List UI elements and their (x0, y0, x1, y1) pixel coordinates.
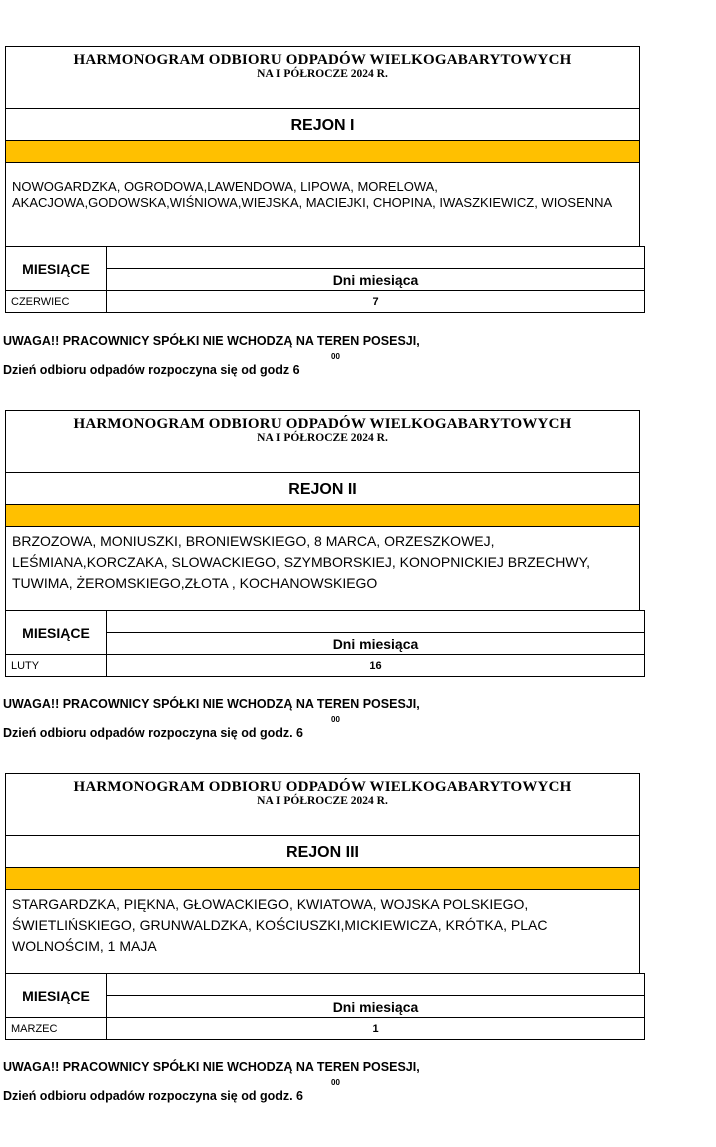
notice-text: UWAGA!! PRACOWNICY SPÓŁKI NIE WCHODZĄ NA TEREN POSESJI, (3, 697, 420, 711)
day-cell: 1 (107, 1018, 645, 1040)
schedule-title: HARMONOGRAM ODBIORU ODPADÓW WIELKOGABARYTOWYCH (73, 416, 572, 432)
blank-header-cell (107, 974, 645, 996)
month-cell: MARZEC (6, 1018, 107, 1040)
schedule-table (5, 973, 645, 1040)
start-hour-superscript: 00 (331, 1078, 340, 1087)
highlight-bar (5, 867, 640, 890)
start-time-text: Dzień odbioru odpadów rozpoczyna się od godz 6 (3, 363, 300, 377)
region-name: REJON III (5, 835, 640, 868)
street-list: NOWOGARDZKA, OGRODOWA,LAWENDOWA, LIPOWA, MORELOWA, AKACJOWA,GODOWSKA,WIŚNIOWA,WIEJSKA, MACIEJKI, CHOPINA, IWASZKIEWICZ, WIOSENNA (5, 162, 640, 247)
blank-header-cell (107, 611, 645, 633)
notice-text: UWAGA!! PRACOWNICY SPÓŁKI NIE WCHODZĄ NA TEREN POSESJI, (3, 334, 420, 348)
region-name: REJON II (5, 472, 640, 505)
days-header: Dni miesiąca (107, 633, 645, 655)
schedule-subtitle: NA I PÓŁROCZE 2024 R. (257, 432, 388, 444)
day-cell: 16 (107, 655, 645, 677)
start-hour-superscript: 00 (331, 352, 340, 361)
start-time-text: Dzień odbioru odpadów rozpoczyna się od godz. 6 (3, 1089, 304, 1103)
schedule-table (5, 610, 645, 677)
schedule-table (5, 246, 645, 313)
months-header: MIESIĄCE (6, 611, 107, 655)
schedule-title: HARMONOGRAM ODBIORU ODPADÓW WIELKOGABARYTOWYCH (73, 52, 572, 68)
schedule-subtitle: NA I PÓŁROCZE 2024 R. (257, 795, 388, 807)
months-header: MIESIĄCE (6, 247, 107, 291)
blank-header-cell (107, 247, 645, 269)
schedule-title-box (5, 410, 640, 473)
highlight-bar (5, 504, 640, 527)
days-header: Dni miesiąca (107, 996, 645, 1018)
months-header: MIESIĄCE (6, 974, 107, 1018)
notice-text: UWAGA!! PRACOWNICY SPÓŁKI NIE WCHODZĄ NA TEREN POSESJI, (3, 1060, 420, 1074)
start-time-text: Dzień odbioru odpadów rozpoczyna się od godz. 6 (3, 726, 304, 740)
day-cell: 7 (107, 291, 645, 313)
street-list: STARGARDZKA, PIĘKNA, GŁOWACKIEGO, KWIATOWA, WOJSKA POLSKIEGO, ŚWIETLIŃSKIEGO, GRUNWALDZKA, KOŚCIUSZKI,MICKIEWICZA, KRÓTKA, PLAC WOLNOŚCIM, 1 MAJA (5, 889, 640, 974)
schedule-title: HARMONOGRAM ODBIORU ODPADÓW WIELKOGABARYTOWYCH (73, 779, 572, 795)
highlight-bar (5, 140, 640, 163)
schedule-title-box (5, 773, 640, 836)
month-cell: CZERWIEC (6, 291, 107, 313)
schedule-title-box (5, 46, 640, 109)
month-cell: LUTY (6, 655, 107, 677)
days-header: Dni miesiąca (107, 269, 645, 291)
schedule-subtitle: NA I PÓŁROCZE 2024 R. (257, 68, 388, 80)
street-list: BRZOZOWA, MONIUSZKI, BRONIEWSKIEGO, 8 MARCA, ORZESZKOWEJ, LEŚMIANA,KORCZAKA, SLOWACKIEGO, SZYMBORSKIEJ, KONOPNICKIEJ BRZECHWY, TUWIMA, ŻEROMSKIEGO,ZŁOTA , KOCHANOWSKIEGO (5, 526, 640, 611)
start-hour-superscript: 00 (331, 715, 340, 724)
region-name: REJON I (5, 108, 640, 141)
